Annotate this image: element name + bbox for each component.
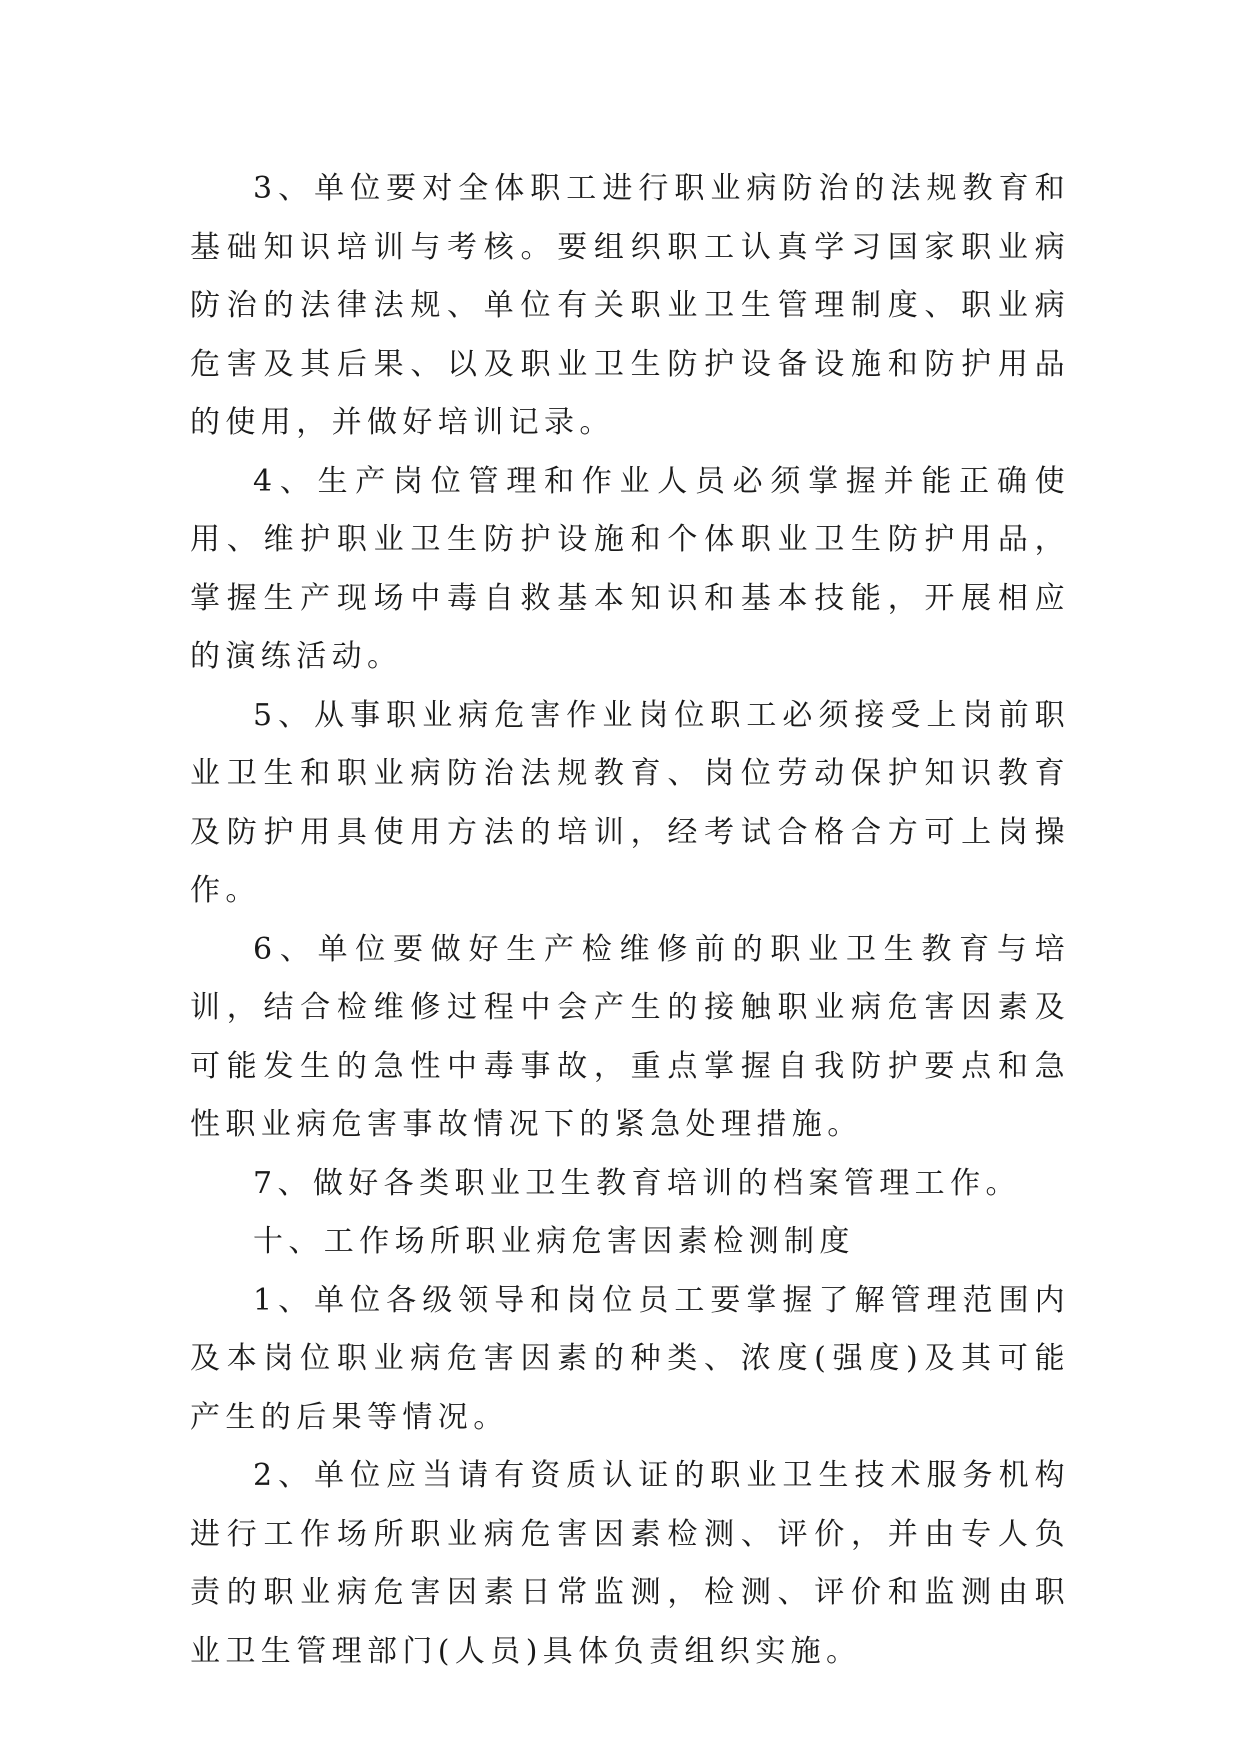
paragraph-item-3: 3、单位要对全体职工进行职业病防治的法规教育和基础知识培训与考核。要组织职工认真学习国家职业病防治的法律法规、单位有关职业卫生管理制度、职业病危害及其后果、以及职业卫生防护设备设施和防护用品的使用，并做好培训记录。 [190,171,1070,440]
paragraph-section-item-1: 1、单位各级领导和岗位员工要掌握了解管理范围内及本岗位职业病危害因素的种类、浓度(强度)及其可能产生的后果等情况。 [190,1282,1070,1435]
paragraph-item-6: 6、单位要做好生产检维修前的职业卫生教育与培训，结合检维修过程中会产生的接触职业病危害因素及可能发生的急性中毒事故，重点掌握自我防护要点和急性职业病危害事故情况下的紧急处理措施。 [190,931,1070,1142]
document-page [190,160,1070,1681]
section-heading: 十、工作场所职业病危害因素检测制度 [253,1224,855,1259]
paragraph-item-7: 7、做好各类职业卫生教育培训的档案管理工作。 [253,1165,1021,1201]
paragraph-item-4: 4、生产岗位管理和作业人员必须掌握并能正确使用、维护职业卫生防护设施和个体职业卫生防护用品，掌握生产现场中毒自救基本知识和基本技能，开展相应的演练活动。 [190,463,1070,674]
paragraph-section-item-2: 2、单位应当请有资质认证的职业卫生技术服务机构进行工作场所职业病危害因素检测、评价，并由专人负责的职业病危害因素日常监测，检测、评价和监测由职业卫生管理部门(人员)具体负责组织实施。 [190,1458,1070,1669]
paragraph-item-5: 5、从事职业病危害作业岗位职工必须接受上岗前职业卫生和职业病防治法规教育、岗位劳动保护知识教育及防护用具使用方法的培训，经考试合格合方可上岗操作。 [190,697,1070,908]
